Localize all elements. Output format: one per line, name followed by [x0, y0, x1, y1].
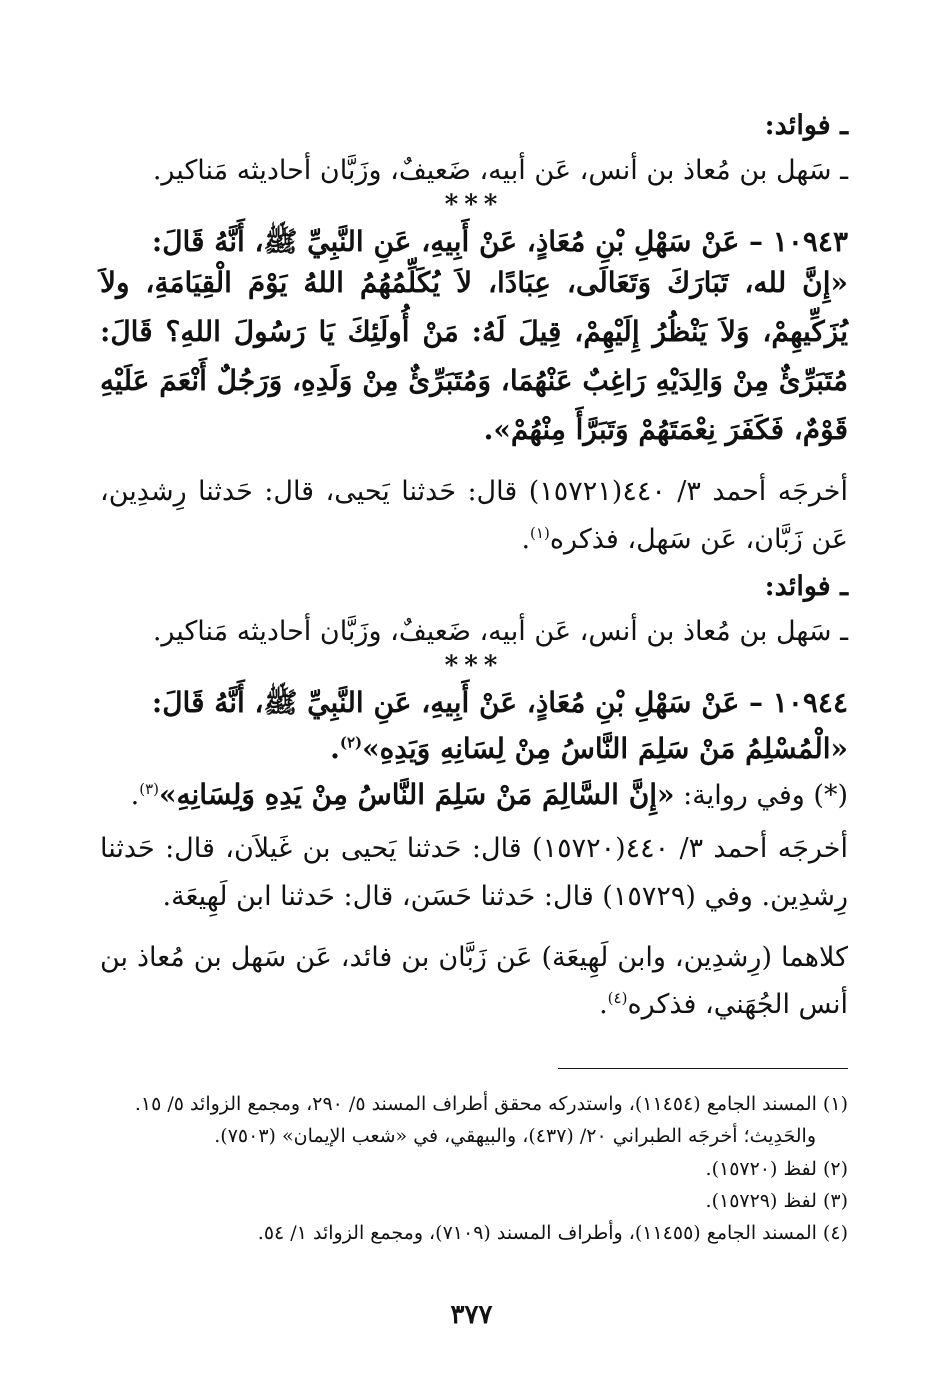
footnote-1-continued: والحَدِيث؛ أخرجَه الطبراني ٢٠/ (٤٣٧)، والبيهقي، في «شعب الإيمان» (٧٥٠٣).: [214, 1125, 816, 1148]
hadith-number: ١٠٩٤٣: [772, 225, 848, 259]
section-separator: ***: [444, 650, 504, 681]
takhrij-text: كلاهما (رِشدِين، وابن لَهِيعَة) عَن زَبَّان بن فائد، عَن سَهل بن مُعاذ بن أنس الجُهَني، فذكره: [100, 941, 848, 1021]
takhrij-10943: [100, 468, 848, 563]
riwaya-end: .: [130, 780, 140, 812]
footnote-3: (٣) لفظ (١٥٧٢٩).: [705, 1189, 848, 1212]
section-separator: ***: [444, 190, 504, 221]
hadith-matn-10944: [100, 733, 848, 765]
page-number: ٣٧٧: [450, 1300, 493, 1330]
hadith-isnad: – عَنْ سَهْلِ بْنِ مُعَاذٍ، عَنْ أَبِيهِ، عَنِ النَّبِيِّ ﷺ، أَنَّهُ قَالَ:: [151, 225, 764, 259]
fawaid-heading: ـ فوائد:: [764, 110, 848, 141]
takhrij-10944-b: [100, 934, 848, 1029]
footnote-ref-4[interactable]: (٤): [607, 989, 628, 1008]
footnote-ref-1[interactable]: (١): [530, 523, 550, 542]
page-body: [100, 110, 848, 1028]
footnote-ref-2[interactable]: (٢): [339, 733, 363, 752]
riwaya-prefix: (*) وفي رواية:: [674, 780, 848, 812]
riwaya-line: [100, 779, 848, 811]
hadith-number: ١٠٩٤٤: [772, 685, 848, 719]
footnote-4: (٤) المسند الجامع (١١٤٥٥)، وأطراف المسند (٧١٠٩)، ومجمع الزوائد ١/ ٥٤.: [257, 1222, 848, 1245]
hadith-heading-10944: [100, 687, 848, 719]
footnote-1: (١) المسند الجامع (١١٤٥٤)، واستدركه محقق أطراف المسند ٥/ ٢٩٠، ومجمع الزوائد ٥/ ١٥.: [134, 1093, 848, 1115]
matn-end: .: [330, 732, 340, 766]
hadith-isnad: – عَنْ سَهْلِ بْنِ مُعَاذٍ، عَنْ أَبِيهِ، عَنِ النَّبِيِّ ﷺ، أَنَّهُ قَالَ:: [151, 685, 764, 719]
fawaid-text: ـ سَهل بن مُعاذ بن أنس، عَن أبيه، ضَعيفٌ، وزَبَّان أحاديثه مَناكير.: [152, 155, 848, 187]
fawaid-text: ـ سَهل بن مُعاذ بن أنس، عَن أبيه، ضَعيفٌ، وزَبَّان أحاديثه مَناكير.: [152, 615, 848, 647]
riwaya-text: «إِنَّ السَّالِمَ مَنْ سَلِمَ النَّاسُ مِنْ يَدِهِ وَلِسَانِهِ»: [159, 778, 675, 812]
fawaid-heading: ـ فوائد:: [764, 570, 848, 602]
footnote-ref-3[interactable]: (٣): [139, 780, 159, 799]
takhrij-end: .: [599, 989, 608, 1021]
hadith-heading-10943: [100, 226, 848, 258]
hadith-matn-10943: «إِنَّ لله، تَبَارَكَ وَتَعَالَى، عِبَادًا، لاَ يُكَلِّمُهُمُ اللهُ يَوْمَ الْقِيَامَةِ، ولاَ يُزَكِّيهِمْ، وَلاَ يَنْظُرُ إِلَيْهِمْ، قِيلَ لَهُ: مَنْ أُولَئِكَ يَا رَسُولَ اللهِ؟ قَالَ: مُتَبَرِّئٌ مِنْ وَالِدَيْهِ رَاغِبٌ عَنْهُمَا، وَمُتَبَرِّئٌ مِنْ وَلَدِهِ، وَرَجُلٌ أَنْعَمَ عَلَيْهِ قَوْمٌ، فَكَفَرَ نِعْمَتَهُمْ وَتَبَرَّأَ مِنْهُمْ».: [100, 266, 848, 447]
takhrij-10944-a: أخرجَه أحمد ٣/ ٤٤٠(١٥٧٢٠) قال: حَدثنا يَحيى بن غَيلاَن، قال: حَدثنا رِشدِين. وفي (١٥٧٢٩) قال: حَدثنا حَسَن، قال: حَدثنا ابن لَهِيعَة.: [100, 833, 848, 912]
footnotes: [100, 1088, 848, 1249]
footnote-2: (٢) لفظ (١٥٧٢٠).: [705, 1157, 848, 1180]
takhrij-text: أخرجَه أحمد ٣/ ٤٤٠(١٥٧٢١) قال: حَدثنا يَحيى، قال: حَدثنا رِشدِين، عَن زَبَّان، عَن سَهل، فذكره: [100, 476, 848, 555]
takhrij-end: .: [521, 523, 531, 555]
matn-text: «الْمُسْلِمُ مَنْ سَلِمَ النَّاسُ مِنْ لِسَانِهِ وَيَدِهِ»: [362, 732, 848, 766]
footnote-divider: [558, 1068, 848, 1069]
